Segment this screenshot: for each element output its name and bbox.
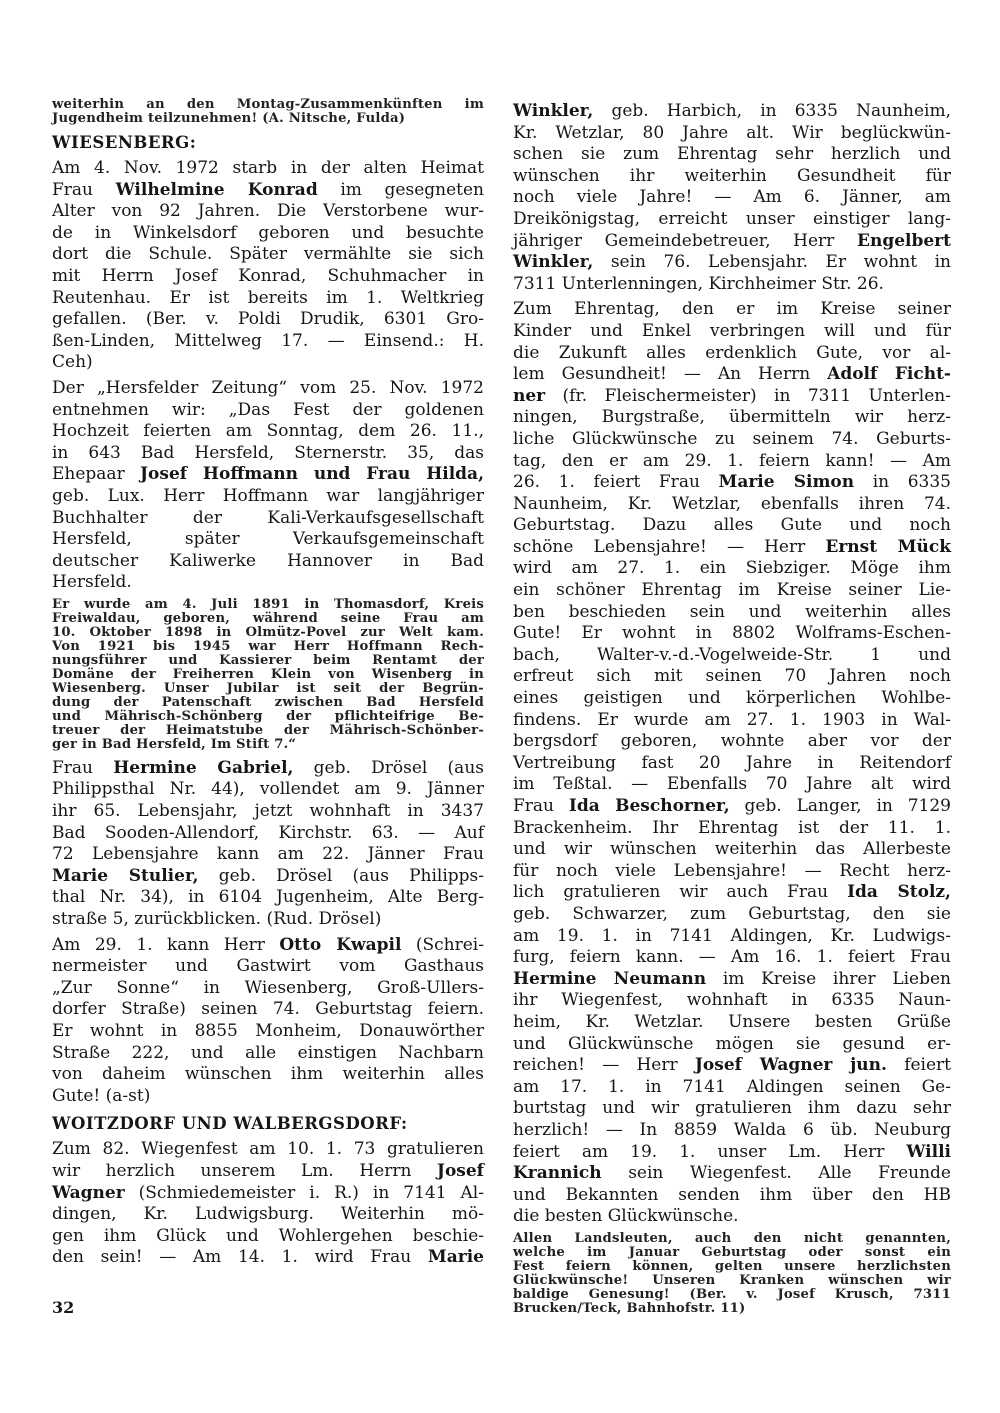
text-segment: geb. Drösel (aus Philipps- xyxy=(198,865,484,886)
text-segment: (Schrei- xyxy=(401,934,484,955)
text-line xyxy=(513,882,951,904)
text-segment: sein 76. Lebensjahr. Er wohnt in xyxy=(593,252,951,273)
text-line xyxy=(513,1163,951,1185)
paragraph xyxy=(52,758,484,931)
paragraph xyxy=(52,1139,484,1269)
text-line xyxy=(513,252,951,274)
text-segment: Am 29. 1. kann Herr xyxy=(52,934,280,955)
text-segment: wir herzlich unserem Lm. Herrn xyxy=(52,1160,437,1181)
text-line: Glückwünsche! Unseren Kranken wünschen wir xyxy=(513,1272,951,1288)
text-line xyxy=(513,231,951,253)
bold-name: Hermine Gabriel, xyxy=(113,757,294,778)
text-line: bach, Walter-v.-d.-Vogelweide-Str. 1 und xyxy=(513,644,951,665)
text-line: am 17. 1. in 7141 Aldingen seinen Ge- xyxy=(513,1076,951,1097)
text-line: von daheim wünschen ihm weiterhin alles xyxy=(52,1064,484,1085)
text-line: nungsführer und Kassierer beim Rentamt der xyxy=(52,652,484,668)
text-line: liche Glückwünsche zu seinem 74. Geburts- xyxy=(513,428,951,449)
text-line: WIESENBERG: xyxy=(52,133,197,152)
text-line: noch viele Jahre! — Am 6. Jänner, am xyxy=(513,187,951,208)
bold-name: ner xyxy=(513,385,546,406)
text-line: mit Herrn Josef Konrad, Schuhmacher in xyxy=(52,265,484,286)
text-line xyxy=(52,180,484,202)
text-line: Reutenhau. Er ist bereits im 1. Weltkrieg xyxy=(52,287,484,308)
text-segment: den sein! — Am 14. 1. wird Frau xyxy=(52,1247,428,1268)
text-line: treuer der Heimatstube der Mährisch-Schönber- xyxy=(52,722,484,738)
text-line xyxy=(513,1142,951,1164)
text-line: am 19. 1. in 7141 Aldingen, Kr. Ludwigs- xyxy=(513,925,951,946)
text-line: Am 4. Nov. 1972 starb in der alten Heimat xyxy=(52,158,484,178)
text-line xyxy=(52,758,484,780)
bold-name: Wagner xyxy=(52,1182,125,1203)
text-line: Allen Landsleuten, auch den nicht genannten, xyxy=(513,1230,951,1246)
text-line: Wiesenberg. Unser Jubilar ist seit der Begrün- xyxy=(52,680,484,696)
text-line: in 643 Bad Hersfeld, Sternerstr. 35, das xyxy=(52,442,484,463)
text-line: Buchhalter der Kali-Verkaufsgesellschaft xyxy=(52,507,484,528)
text-line: bergsdorf geboren, wohnte aber vor der xyxy=(513,731,951,752)
text-line xyxy=(513,364,951,386)
text-segment: Ehepaar xyxy=(52,464,141,485)
bold-name: Engelbert xyxy=(857,230,951,251)
text-line: deutscher Kaliwerke Hannover in Bad xyxy=(52,550,484,571)
text-line: 7311 Unterlenningen, Kirchheimer Str. 26. xyxy=(513,273,884,294)
text-segment: schöne Lebensjahre! — Herr xyxy=(513,536,826,557)
text-line: baldige Genesung! (Ber. v. Josef Krusch, 7311 xyxy=(513,1286,951,1302)
text-segment: im gesegneten xyxy=(317,179,484,200)
bold-name: Krannich xyxy=(513,1163,602,1184)
text-segment: im Kreise ihrer Lieben xyxy=(706,968,951,989)
text-line: und Mährisch-Schönberg der pflichteifrige Be- xyxy=(52,708,484,724)
text-line: Naunheim, Kr. Wetzlar, ebenfalls ihren 74. xyxy=(513,493,951,514)
text-line: schen sie zum Ehrentag sehr herzlich und xyxy=(513,144,951,165)
text-line: tag, den er am 29. 1. feiern kann! — Am xyxy=(513,450,951,471)
paragraph xyxy=(52,158,484,374)
text-line: herzlich! — In 8859 Walda 6 üb. Neuburg xyxy=(513,1119,951,1140)
text-line: „Zur Sonne“ in Wiesenberg, Groß-Ullers- xyxy=(52,977,484,998)
bold-name: Hermine Neumann xyxy=(513,968,707,989)
section-heading xyxy=(52,132,484,154)
paragraph xyxy=(52,378,484,594)
text-line: Zum 82. Wiegenfest am 10. 1. 73 gratulieren xyxy=(52,1139,484,1160)
text-line: dung der Patenschaft zwischen Bad Hersfeld xyxy=(52,694,484,710)
text-line: Gute! Er wohnt in 8802 Wolframs-Eschen- xyxy=(513,623,951,644)
paragraph xyxy=(513,299,951,1228)
text-line: burtstag und wir gratulieren ihm dazu sehr xyxy=(513,1098,951,1119)
bold-name: Marie xyxy=(427,1247,484,1268)
text-line: Zum Ehrentag, den er im Kreise seiner xyxy=(513,299,951,320)
text-line xyxy=(513,969,951,991)
text-line: Alter von 92 Jahren. Die Verstorbene wur- xyxy=(52,201,484,222)
text-segment: in 6335 xyxy=(854,472,951,493)
text-line: im Teßtal. — Ebenfalls 70 Jahre alt wird xyxy=(513,774,951,795)
text-line: ben beschieden sein und weiterhin alles xyxy=(513,601,951,622)
bold-name: Winkler, xyxy=(513,252,594,273)
note-paragraph xyxy=(513,1232,951,1316)
text-line: und Glückwünsche mögen sie gesund er- xyxy=(513,1033,951,1054)
text-line: 72 Lebensjahre kann am 22. Jänner Frau xyxy=(52,844,484,865)
text-segment: Frau xyxy=(52,757,114,778)
text-segment: (Schmiedemeister i. R.) in 7141 Al- xyxy=(124,1182,484,1203)
text-line: Jugendheim teilzunehmen! (A. Nitsche, Fulda) xyxy=(52,111,406,126)
text-line: dingen, Kr. Ludwigsburg. Weiterhin mö- xyxy=(52,1204,484,1225)
text-line: ihr Wiegenfest, wohnhaft in 6335 Naun- xyxy=(513,990,951,1011)
note-paragraph xyxy=(52,98,484,126)
text-line: Von 1921 bis 1945 war Herr Hoffmann Rech- xyxy=(52,638,484,654)
text-line: Hochzeit feierten am Sonntag, dem 26. 11., xyxy=(52,421,484,442)
text-line: ßen-Linden, Mittelweg 17. — Einsend.: H. xyxy=(52,330,484,351)
text-line: ger in Bad Hersfeld, Im Stift 7.“ xyxy=(52,736,297,752)
text-line: weiterhin an den Montag-Zusammenkünften im xyxy=(52,97,484,112)
text-line: 10. Oktober 1898 in Olmütz-Povel zur Welt kam. xyxy=(52,624,484,640)
bold-name: Winkler, xyxy=(513,101,594,121)
text-line: Philippsthal Nr. 44), vollendet am 9. Jänner xyxy=(52,779,484,800)
text-segment: feiert xyxy=(886,1055,952,1076)
text-line: Straße 222, und alle einstigen Nachbarn xyxy=(52,1042,484,1063)
text-line: Gute! (a-st) xyxy=(52,1085,151,1106)
bold-name: Josef Wagner jun. xyxy=(694,1055,887,1076)
text-line: geb. Schwarzer, zum Geburtstag, den sie xyxy=(513,903,951,924)
text-line xyxy=(513,1055,951,1077)
text-line: Geburtstag. Dazu alles Gute und noch xyxy=(513,515,951,536)
text-line xyxy=(52,1183,484,1205)
text-segment: geb. Drösel (aus xyxy=(293,757,484,778)
text-line xyxy=(513,796,951,818)
text-line: welche im Januar Geburtstag oder sonst ein xyxy=(513,1244,951,1260)
text-line: thal Nr. 34), in 6104 Jugenheim, Alte Berg- xyxy=(52,887,484,908)
text-line: Er wohnt in 8855 Monheim, Donauwörther xyxy=(52,1021,484,1041)
text-segment: lem Gesundheit! — An Herrn xyxy=(513,364,828,385)
paragraph xyxy=(513,101,951,295)
text-line: wünschen ihr weiterhin Gesundheit für xyxy=(513,165,951,186)
text-line: Kr. Wetzlar, 80 Jahre alt. Wir beglückwün- xyxy=(513,122,951,143)
text-line: wird am 27. 1. ein Siebziger. Möge ihm xyxy=(513,558,951,579)
text-line xyxy=(52,1247,484,1269)
text-line: ningen, Burgstraße, übermitteln wir herz- xyxy=(513,407,951,428)
text-line: gen ihm Glück und Wohlergehen beschie- xyxy=(52,1225,484,1246)
bold-name: Ida Beschorner, xyxy=(568,796,730,816)
text-line: WOITZDORF UND WALBERGSDORF: xyxy=(52,1114,408,1134)
text-line: nermeister und Gastwirt vom Gasthaus xyxy=(52,956,484,977)
text-segment: jähriger Gemeindebetreuer, Herr xyxy=(513,230,857,251)
text-line: gefallen. (Ber. v. Poldi Drudik, 6301 Gro- xyxy=(52,309,484,330)
bold-name: Ida Stolz, xyxy=(847,882,951,903)
text-line: dort die Schule. Später vermählte sie sich xyxy=(52,244,484,265)
right-column xyxy=(513,101,951,1322)
text-line: ihr 65. Lebensjahr, jetzt wohnhaft in 3437 xyxy=(52,801,484,822)
text-segment: sein Wiegenfest. Alle Freunde xyxy=(601,1163,951,1184)
text-segment: reichen! — Herr xyxy=(513,1055,695,1076)
text-line: geb. Lux. Herr Hoffmann war langjähriger xyxy=(52,485,484,506)
text-line: dorfer Straße) seinen 74. Geburtstag feiern. xyxy=(52,999,484,1020)
left-column xyxy=(52,98,484,1273)
text-line: Dreikönigstag, erreicht unser einstiger lang- xyxy=(513,208,951,229)
text-line: ein schöner Ehrentag im Kreise seiner Lie- xyxy=(513,580,951,601)
text-segment: feiert am 19. 1. unser Lm. Herr xyxy=(513,1141,907,1162)
text-line: die besten Glückwünsche. xyxy=(513,1206,739,1227)
bold-name: Marie Stulier, xyxy=(52,865,199,886)
text-line: Brackenheim. Ihr Ehrentag ist der 11. 1. xyxy=(513,817,951,838)
text-line: straße 5, zurückblicken. (Rud. Drösel) xyxy=(52,909,382,930)
text-line: und wir wünschen weiterhin das Allerbeste xyxy=(513,839,951,860)
text-line: entnehmen wir: „Das Fest der goldenen xyxy=(52,399,484,420)
text-line: Er wurde am 4. Juli 1891 in Thomasdorf, Kreis xyxy=(52,596,484,612)
bold-name: Ernst Mück xyxy=(825,536,951,557)
bold-name: Josef xyxy=(436,1160,484,1181)
text-line xyxy=(52,866,484,888)
bold-name: Wilhelmine Konrad xyxy=(115,179,318,200)
text-line: Bad Sooden-Allendorf, Kirchstr. 63. — Auf xyxy=(52,822,484,843)
bold-name: Adolf Ficht- xyxy=(827,364,951,385)
text-line: erfreut sich mit seinen 70 Jahren noch xyxy=(513,666,951,687)
text-line: und Bekannten senden ihm über den HB xyxy=(513,1184,951,1205)
text-line xyxy=(52,1161,484,1183)
text-line xyxy=(513,386,951,408)
text-line: Vertreibung fast 20 Jahre in Reitendorf xyxy=(513,752,951,773)
text-segment: 26. 1. feiert Frau xyxy=(513,472,719,493)
text-segment: Frau xyxy=(52,179,116,200)
text-segment: geb. Langer, in 7129 xyxy=(729,796,951,816)
text-line: Hersfeld, später Verkaufsgemeinschaft xyxy=(52,529,484,550)
text-line xyxy=(513,472,951,494)
note-paragraph xyxy=(52,598,484,752)
bold-name: Willi xyxy=(906,1141,951,1162)
text-segment: Frau xyxy=(513,796,569,816)
bold-name: Marie Simon xyxy=(718,472,855,493)
text-segment: (fr. Fleischermeister) in 7311 Unterlen- xyxy=(545,385,951,406)
bold-name: Josef Hoffmann und Frau Hilda, xyxy=(140,464,484,485)
text-segment: lich gratulieren wir auch Frau xyxy=(513,882,848,903)
page-number: 32 xyxy=(52,1298,75,1317)
section-heading xyxy=(52,1113,484,1135)
text-line: furg, feiern kann. — Am 16. 1. feiert Frau xyxy=(513,947,951,968)
text-line: die Zukunft alles erdenklich Gute, vor al- xyxy=(513,342,951,363)
text-line: Brucken/Teck, Bahnhofstr. 11) xyxy=(513,1300,746,1316)
text-line: Kinder und Enkel verbringen will und für xyxy=(513,320,951,341)
text-line: heim, Kr. Wetzlar. Unsere besten Grüße xyxy=(513,1011,951,1032)
text-line xyxy=(513,537,951,559)
paragraph xyxy=(52,935,484,1108)
text-line: Hersfeld. xyxy=(52,572,132,593)
text-line: Domäne der Freiherren Klein von Wisenberg in xyxy=(52,666,484,682)
text-segment: geb. Harbich, in 6335 Naunheim, xyxy=(593,101,951,121)
text-line: eines geistigen und körperlichen Wohlbe- xyxy=(513,688,951,709)
text-line: für noch viele Lebensjahre! — Recht herz- xyxy=(513,860,951,881)
bold-name: Otto Kwapil xyxy=(279,934,402,955)
text-line xyxy=(52,935,484,957)
text-line: Freiwaldau, geboren, während seine Frau am xyxy=(52,610,484,626)
text-line: de in Winkelsdorf geboren und besuchte xyxy=(52,222,484,243)
text-line: Der „Hersfelder Zeitung“ vom 25. Nov. 1972 xyxy=(52,377,484,398)
text-line xyxy=(513,101,951,123)
text-line: Ceh) xyxy=(52,352,93,373)
text-line xyxy=(52,464,484,486)
text-line: Fest feiern können, gelten unsere herzlichsten xyxy=(513,1258,951,1274)
text-line: findens. Er wurde am 27. 1. 1903 in Wal- xyxy=(513,709,951,730)
